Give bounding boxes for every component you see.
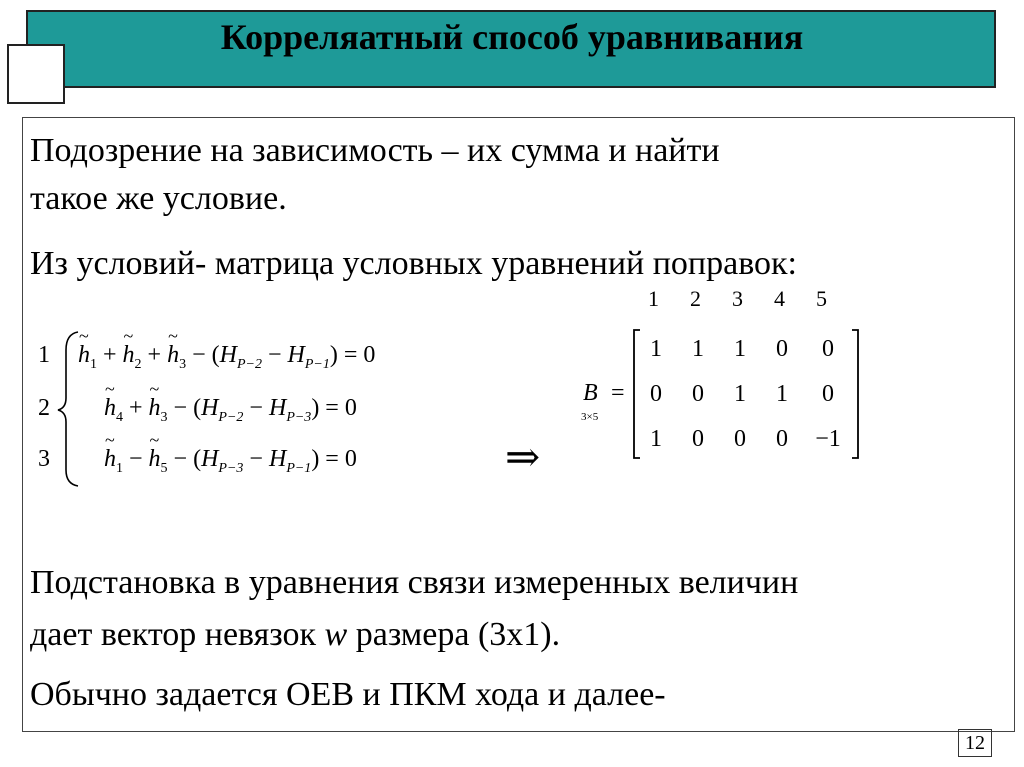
- matrix-cell: 0: [692, 381, 704, 407]
- rhs: 0: [344, 395, 357, 421]
- h-tilde: ~ h: [104, 446, 116, 473]
- paragraph-1-line-2: такое же условие.: [30, 180, 287, 217]
- matrix-cell: 1: [734, 336, 746, 362]
- slide-title: Корреляатный способ уравнивания: [220, 17, 804, 57]
- page-number: 12: [958, 729, 992, 757]
- H-symbol: H: [268, 395, 287, 421]
- eq-number-2: 2: [38, 395, 50, 421]
- matrix-left-bracket: [634, 330, 640, 458]
- rhs: 0: [363, 342, 376, 368]
- paragraph-2: Из условий- матрица условных уравнений поправок:: [30, 245, 797, 282]
- matrix-cell: 1: [734, 381, 746, 407]
- H-symbol: H: [201, 395, 219, 421]
- matrix-cell: −1: [815, 426, 841, 452]
- h-tilde: ~ h: [167, 342, 179, 369]
- matrix-cell: 1: [776, 381, 788, 407]
- subscript: P−3: [286, 409, 312, 425]
- subscript: P−1: [286, 460, 312, 476]
- matrix-cell: 0: [692, 426, 704, 452]
- system-curly-brace: [58, 332, 78, 486]
- matrix-cell: 1: [650, 336, 662, 362]
- matrix-label: B: [583, 380, 598, 406]
- matrix-cell: 1: [692, 336, 704, 362]
- eq-number-3: 3: [38, 446, 50, 472]
- matrix-cell: 0: [776, 426, 788, 452]
- variable-w: w: [324, 616, 348, 653]
- matrix-right-bracket: [852, 330, 858, 458]
- subscript: P−2: [218, 409, 244, 425]
- implies-arrow: ⇒: [505, 435, 541, 481]
- h-tilde: ~ h: [78, 342, 90, 369]
- rhs: 0: [344, 446, 357, 472]
- paragraph-1-line-1: Подозрение на зависимость – их сумма и найти: [30, 132, 720, 169]
- h-tilde: ~ h: [149, 395, 161, 422]
- column-index: 4: [774, 286, 785, 311]
- matrix-cell: 1: [650, 426, 662, 452]
- matrix-cell: 0: [822, 336, 834, 362]
- matrix-cell: 0: [650, 381, 662, 407]
- matrix-equals: =: [611, 380, 625, 406]
- matrix-cell: 0: [734, 426, 746, 452]
- column-index: 2: [690, 286, 701, 311]
- h-tilde: ~ h: [149, 446, 161, 473]
- subscript: 3: [160, 409, 168, 425]
- equation-2: ~ $h_4$ + ~ $h_3 - (H_{P-2} - H_{P-3}) = 0$: [104, 395, 357, 426]
- subscript: 5: [160, 460, 168, 476]
- subscript: 2: [134, 356, 142, 372]
- H-symbol: H: [201, 446, 219, 472]
- paragraph-3-line-2: [30, 612, 560, 658]
- subscript: 1: [90, 356, 97, 372]
- subscript: P−3: [218, 460, 244, 476]
- column-index: 3: [732, 286, 743, 311]
- subscript: 4: [116, 409, 123, 425]
- H-symbol: H: [268, 446, 287, 472]
- matrix-cell: 0: [776, 336, 788, 362]
- paragraph-4: Обычно задается ОЕВ и ПКМ хода и далее-: [30, 676, 666, 713]
- column-index: 1: [648, 286, 659, 311]
- column-index: 5: [816, 286, 827, 311]
- matrix-dims: 3×5: [581, 411, 599, 423]
- matrix-cell: 0: [822, 381, 834, 407]
- eq-number-1: 1: [38, 342, 50, 368]
- subscript: P−2: [236, 356, 262, 372]
- equation-1: ~ $h_1$ + ~ $h_2$ + ~ $h_3 - (H_{P-2} - H_{P-1}) = 0$: [78, 342, 375, 373]
- h-tilde: ~ h: [104, 395, 116, 422]
- subscript: P−1: [304, 356, 330, 372]
- subscript: 1: [116, 460, 123, 476]
- paragraph-3-text-a: дает вектор невязок: [30, 616, 325, 653]
- H-symbol: H: [287, 342, 305, 368]
- h-tilde: ~ h: [123, 342, 135, 369]
- H-symbol: H: [219, 342, 237, 368]
- equation-3: ~ $h_1$ − ~ $h_5 - (H_{P-3} - H_{P-1}) = 0$: [104, 446, 357, 477]
- paragraph-3-line-1: Подстановка в уравнения связи измеренных величин: [30, 564, 799, 601]
- paragraph-3-text-b: размера (3х1).: [347, 616, 561, 653]
- subscript: 3: [179, 356, 187, 372]
